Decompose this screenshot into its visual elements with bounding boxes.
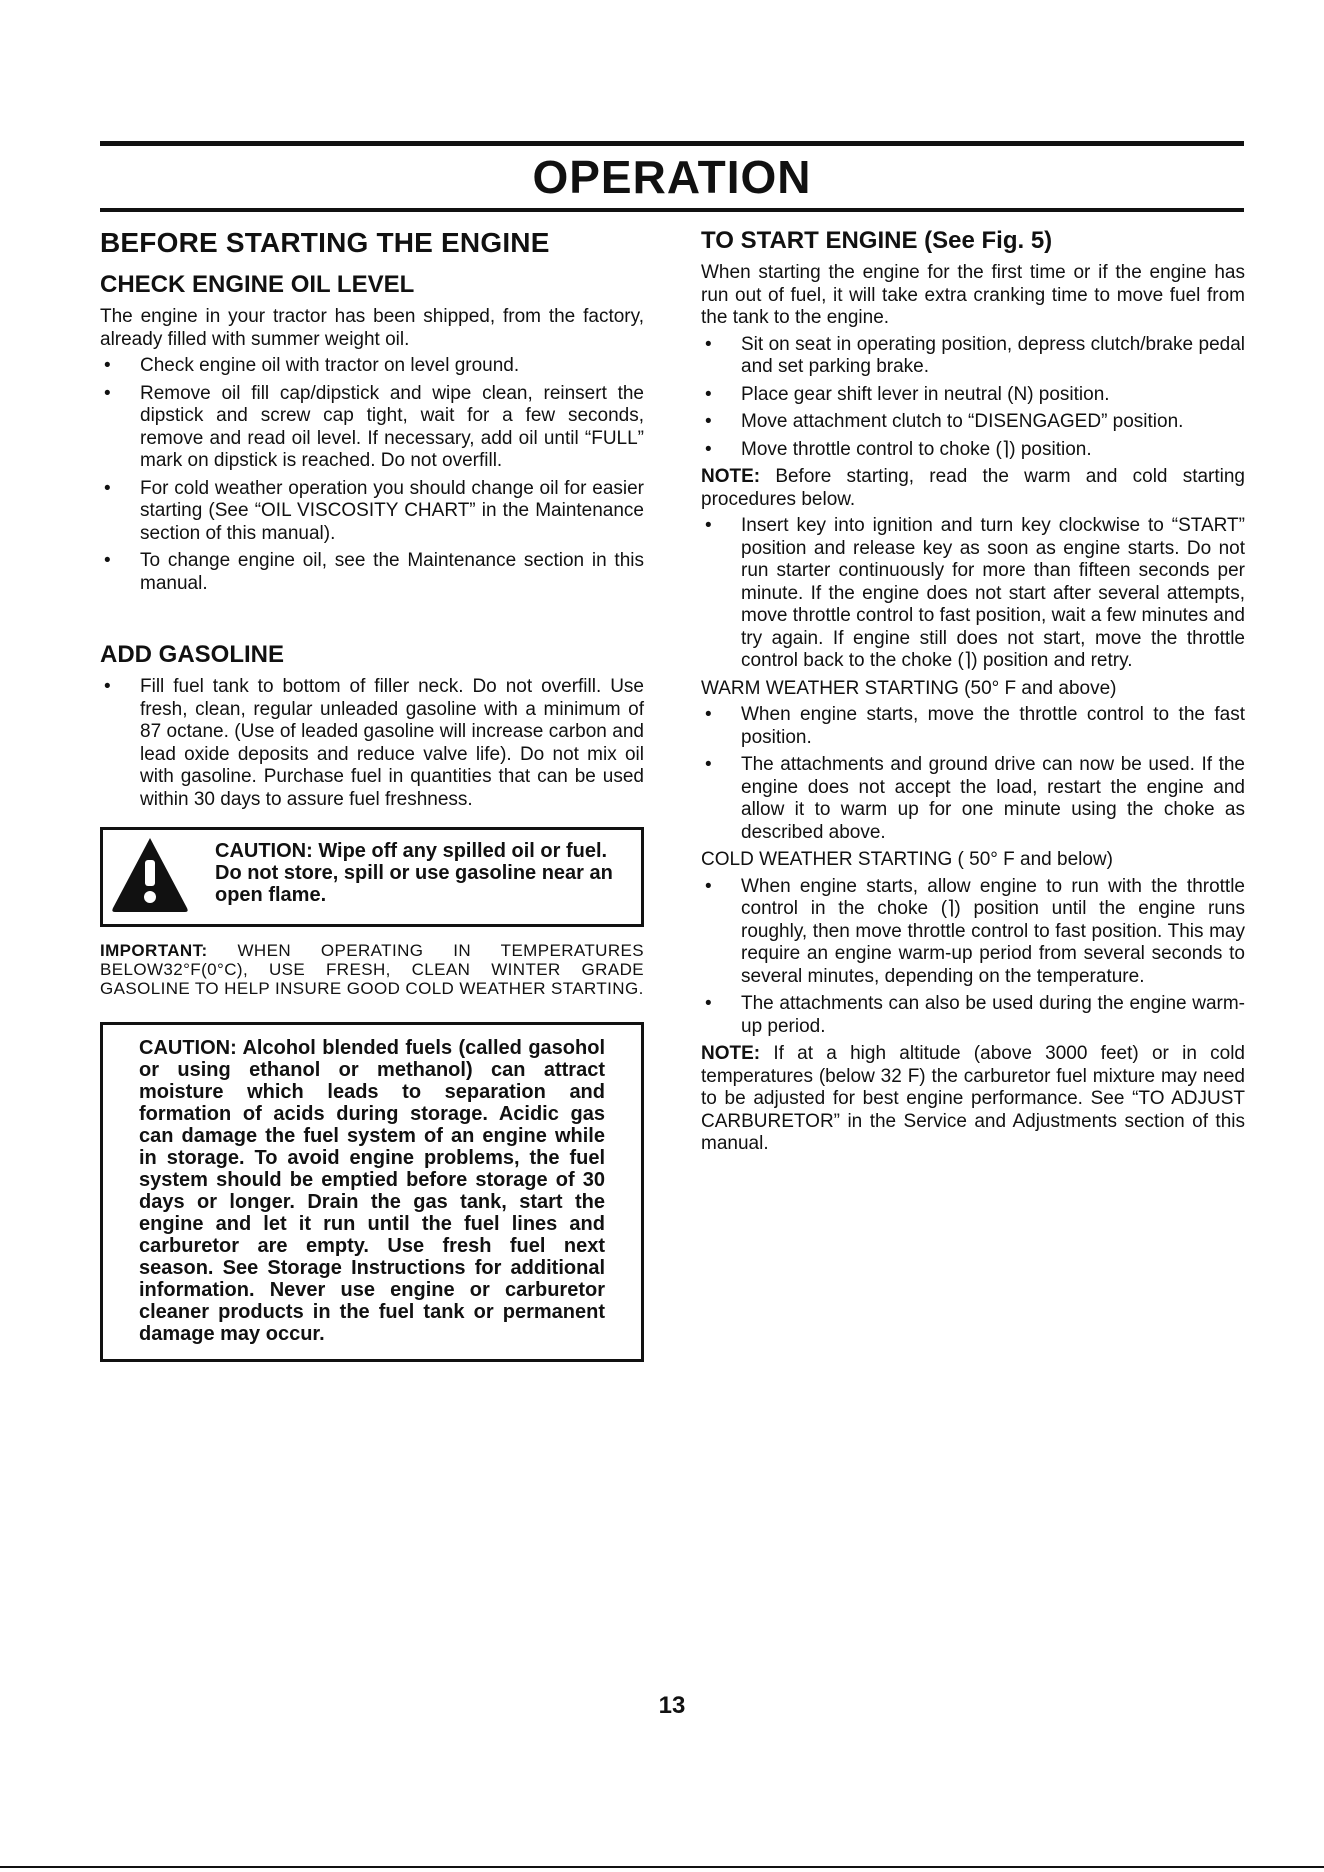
list-item-text: Sit on seat in operating position, depress clutch/brake pedal and set parking brake. (741, 333, 1245, 377)
list-item-text: When engine starts, move the throttle control to the fast position. (741, 704, 1245, 748)
start-bullet-list (701, 334, 1245, 462)
bullet-icon: • (705, 333, 712, 355)
bullet-icon: • (705, 515, 712, 536)
bullet-icon: • (705, 754, 712, 775)
start-engine-heading: TO START ENGINE (See Fig. 5) (701, 227, 1053, 254)
list-item-text: When engine starts, allow engine to run with the throttle control in the choke (⌉) position until the engine runs roughly, then move throttle control to fast position. This may require an engine warm-up period from several seconds to several minutes, depending on the temperature. (741, 875, 1245, 987)
list-item (701, 876, 1245, 989)
important-text: WHEN OPERATING IN TEMPERATURES BELOW32°F(0°C), USE FRESH, CLEAN WINTER GRADE GASOLINE TO HELP INSURE GOOD COLD WEATHER STARTING. (100, 941, 644, 998)
list-item-text: Move throttle control to choke (⌉) position. (741, 438, 1092, 460)
list-item (701, 515, 1245, 673)
left-column (100, 226, 644, 1362)
check-oil-heading: CHECK ENGINE OIL LEVEL (100, 271, 415, 298)
list-item (701, 754, 1245, 844)
note-label: NOTE: (701, 1043, 761, 1064)
bullet-icon: • (104, 382, 111, 404)
list-item-text: To change engine oil, see the Maintenance section in this manual. (140, 550, 644, 594)
bullet-icon: • (705, 875, 712, 897)
list-item (701, 384, 1245, 407)
title-rule (100, 208, 1244, 212)
list-item (100, 355, 644, 378)
bullet-icon: • (705, 411, 712, 432)
bullet-icon: • (705, 383, 712, 405)
bullet-icon: • (104, 355, 111, 376)
list-item-text: Fill fuel tank to bottom of filler neck. Do not overfill. Use fresh, clean, regular unleaded gasoline with a minimum of 87 octane. (Use of leaded gasoline will increase carbon and lead oxide deposits and reduce valve life). Do not mix oil with gasoline. Purchase fuel in quantities that can be used within 30 days to assure fuel freshness. (140, 676, 644, 810)
warning-triangle-icon (109, 834, 191, 916)
spacer (100, 600, 644, 640)
bullet-icon: • (705, 993, 712, 1014)
list-item-text: The attachments and ground drive can now be used. If the engine does not accept the load, restart the engine and allow it to warm up for one minute using the choke as described above. (741, 754, 1245, 843)
list-item (100, 676, 644, 811)
list-item-text: Place gear shift lever in neutral (N) position. (741, 383, 1110, 405)
top-rule (100, 141, 1244, 146)
add-gasoline-heading: ADD GASOLINE (100, 641, 285, 668)
gas-bullet-list (100, 676, 644, 811)
caution-text: CAUTION: Wipe off any spilled oil or fuel. Do not store, spill or use gasoline near an open flame. (215, 840, 613, 906)
list-item (100, 383, 644, 473)
page-number: 13 (658, 1692, 686, 1719)
note-altitude (701, 1043, 1245, 1156)
note-text: Before starting, read the warm and cold starting procedures below. (701, 466, 1245, 510)
list-item (701, 439, 1245, 462)
oil-bullet-list (100, 355, 644, 595)
list-item (100, 550, 644, 595)
bullet-icon: • (705, 438, 712, 460)
list-item (701, 704, 1245, 749)
list-item (100, 478, 644, 546)
note-before-starting (701, 466, 1245, 511)
bullet-icon: • (104, 477, 111, 499)
list-item-text: The attachments can also be used during the engine warm-up period. (741, 993, 1245, 1037)
list-item-text: Move attachment clutch to “DISENGAGED” position. (741, 411, 1184, 432)
page-title: OPERATION (532, 151, 812, 203)
caution-box-flame (100, 827, 644, 927)
list-item-text: Check engine oil with tractor on level ground. (140, 355, 520, 376)
bullet-icon: • (104, 550, 111, 571)
warm-bullet-list (701, 704, 1245, 844)
list-item (701, 411, 1245, 434)
key-bullet-list (701, 515, 1245, 673)
important-note (100, 941, 644, 998)
right-column (701, 226, 1245, 1156)
note-label: NOTE: (701, 466, 761, 487)
cold-bullet-list (701, 876, 1245, 1039)
note-text: If at a high altitude (above 3000 feet) or in cold temperatures (below 32 F) the carburetor fuel mixture may need to be adjusted for best engine performance. See “TO ADJUST CARBURETOR” in the Service and Adjustments section of this manual. (701, 1043, 1245, 1154)
bullet-icon: • (104, 676, 111, 697)
start-intro: When starting the engine for the first time or if the engine has run out of fuel, it will take extra cranking time to move fuel from the tank to the engine. (701, 262, 1245, 328)
oil-intro: The engine in your tractor has been shipped, from the factory, already filled with summer weight oil. (100, 306, 644, 350)
warm-weather-heading: WARM WEATHER STARTING (50° F and above) (701, 677, 1117, 699)
bottom-rule (0, 1866, 1324, 1868)
caution-box-alcohol: CAUTION: Alcohol blended fuels (called gasohol or using ethanol or methanol) can attract moisture which leads to separation and formation of acids during storage. Acidic gas can damage the fuel system of an engine while in storage. To avoid engine problems, the fuel system should be emptied before storage of 30 days or longer. Drain the gas tank, start the engine and let it run until the fuel lines and carburetor are empty. Use fresh fuel next season. See Storage Instructions for additional information. Never use engine or carburetor cleaner products in the fuel tank or permanent damage may occur. (100, 1022, 644, 1362)
list-item-text: For cold weather operation you should change oil for easier starting (See “OIL VISCOSITY CHART” in the Maintenance section of this manual). (140, 477, 644, 544)
cold-weather-heading: COLD WEATHER STARTING ( 50° F and below) (701, 849, 1113, 870)
list-item-text: Insert key into ignition and turn key clockwise to “START” position and release key as soon as engine starts. Do not run starter continuously for more than fifteen seconds per minute. If the engine does not start after several attempts, move throttle control to fast position, wait a few minutes and try again. If engine still does not start, move the throttle control back to the choke (⌉) position and retry. (741, 515, 1245, 671)
important-label: IMPORTANT: (100, 941, 208, 960)
list-item (701, 993, 1245, 1038)
bullet-icon: • (705, 704, 712, 725)
list-item-text: Remove oil fill cap/dipstick and wipe clean, reinsert the dipstick and screw cap tight, wait for a few seconds, remove and read oil level. If necessary, add oil until “FULL” mark on dipstick is reached. Do not overfill. (140, 382, 644, 471)
section-title: BEFORE STARTING THE ENGINE (100, 227, 550, 258)
list-item (701, 334, 1245, 379)
